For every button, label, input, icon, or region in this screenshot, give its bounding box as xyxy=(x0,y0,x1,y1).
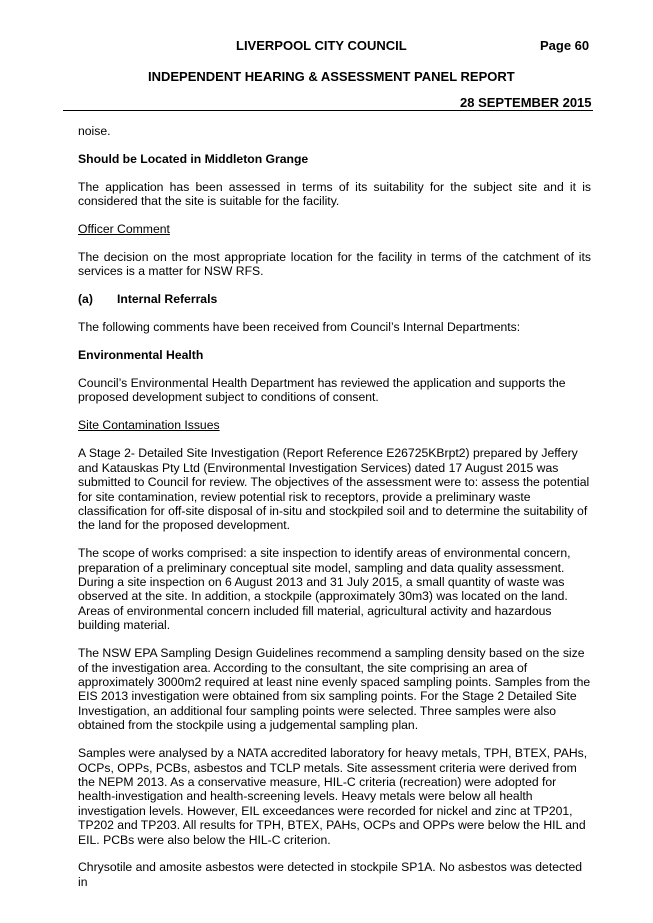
paragraph-stage2: A Stage 2- Detailed Site Investigation (Report Reference E26725KBrpt2) prepared by Jeffery and Katauskas Pty Ltd (Environmental Investigation Services) dated 17 August 2015 was submitted to Council for review. The objectives of the assessment were to: assess the potential for site contamination, review potential risk to receptors, provide a preliminary waste classification for off-site disposal of in-situ and stockpiled soil and to determine the suitability of the land for the proposed development. xyxy=(78,446,590,533)
paragraph-assessed: The application has been assessed in terms of its suitability for the subject site and it is considered that the site is suitable for the facility. xyxy=(78,179,591,209)
heading-middleton: Should be Located in Middleton Grange xyxy=(78,151,309,166)
header-rule xyxy=(63,110,593,111)
paragraph-noise: noise. xyxy=(78,124,111,138)
referrals-title: Internal Referrals xyxy=(117,292,218,307)
site-contamination-label: Site Contamination Issues xyxy=(78,418,220,433)
heading-site-contamination xyxy=(78,418,591,432)
officer-comment-label: Officer Comment xyxy=(78,222,170,237)
paragraph-chrysotile: Chrysotile and amosite asbestos were detected in stockpile SP1A. No asbestos was detected in xyxy=(78,860,583,889)
document-body xyxy=(78,124,591,903)
paragraph-following: The following comments have been received from Council’s Internal Departments: xyxy=(78,320,521,335)
paragraph-nsw-epa: The NSW EPA Sampling Design Guidelines recommend a sampling density based on the size of the investigation area. According to the consultant, the site comprising an area of approximately 3000m2 required at least nine evenly spaced sampling points. Samples from the EIS 2013 investigation were obtained from six sampling points. For the Stage 2 Detailed Site Investigation, an additional four sampling points were selected. Three samples were also obtained from the stockpile using a judgemental sampling plan. xyxy=(78,646,591,733)
heading-officer-comment xyxy=(78,222,591,236)
paragraph-decision: The decision on the most appropriate location for the facility in terms of the catchment of its services is a matter for NSW RFS. xyxy=(78,250,591,279)
paragraph-scope: The scope of works comprised: a site inspection to identify areas of environmental concern, preparation of a preliminary conceptual site model, sampling and data quality assessment. During a site inspection on 6 August 2013 and 31 July 2015, a small quantity of waste was observed at the site. In addition, a stockpile (approximately 30m3) was located on the land. Areas of environmental concern included fill material, agricultural activity and hazardous building material. xyxy=(78,546,571,633)
report-title: INDEPENDENT HEARING & ASSESSMENT PANEL REPORT xyxy=(148,69,515,84)
referrals-number: (a) xyxy=(78,292,93,307)
page-number: Page 60 xyxy=(540,38,590,53)
council-name: LIVERPOOL CITY COUNCIL xyxy=(236,38,407,53)
paragraph-samples: Samples were analysed by a NATA accredited laboratory for heavy metals, TPH, BTEX, PAHs, OCPs, OPPs, PCBs, asbestos and TCLP metals. Site assessment criteria were derived from the NEPM 2013. As a conservative measure, HIL-C criteria (recreation) were adopted for health-investigation and health-screening levels. Heavy metals were below all health investigation levels. However, EIL exceedances were recorded for nickel and zinc at TP201, TP202 and TP203. All results for TPH, BTEX, PAHs, OCPs and OPPs were below the HIL and EIL. PCBs were also below the HIL-C criterion. xyxy=(78,746,588,847)
heading-internal-referrals xyxy=(78,292,591,306)
paragraph-env-health: Council’s Environmental Health Department has reviewed the application and supports the proposed development subject to conditions of consent. xyxy=(78,376,566,405)
report-date: 28 SEPTEMBER 2015 xyxy=(460,95,592,110)
heading-environmental-health: Environmental Health xyxy=(78,348,204,363)
